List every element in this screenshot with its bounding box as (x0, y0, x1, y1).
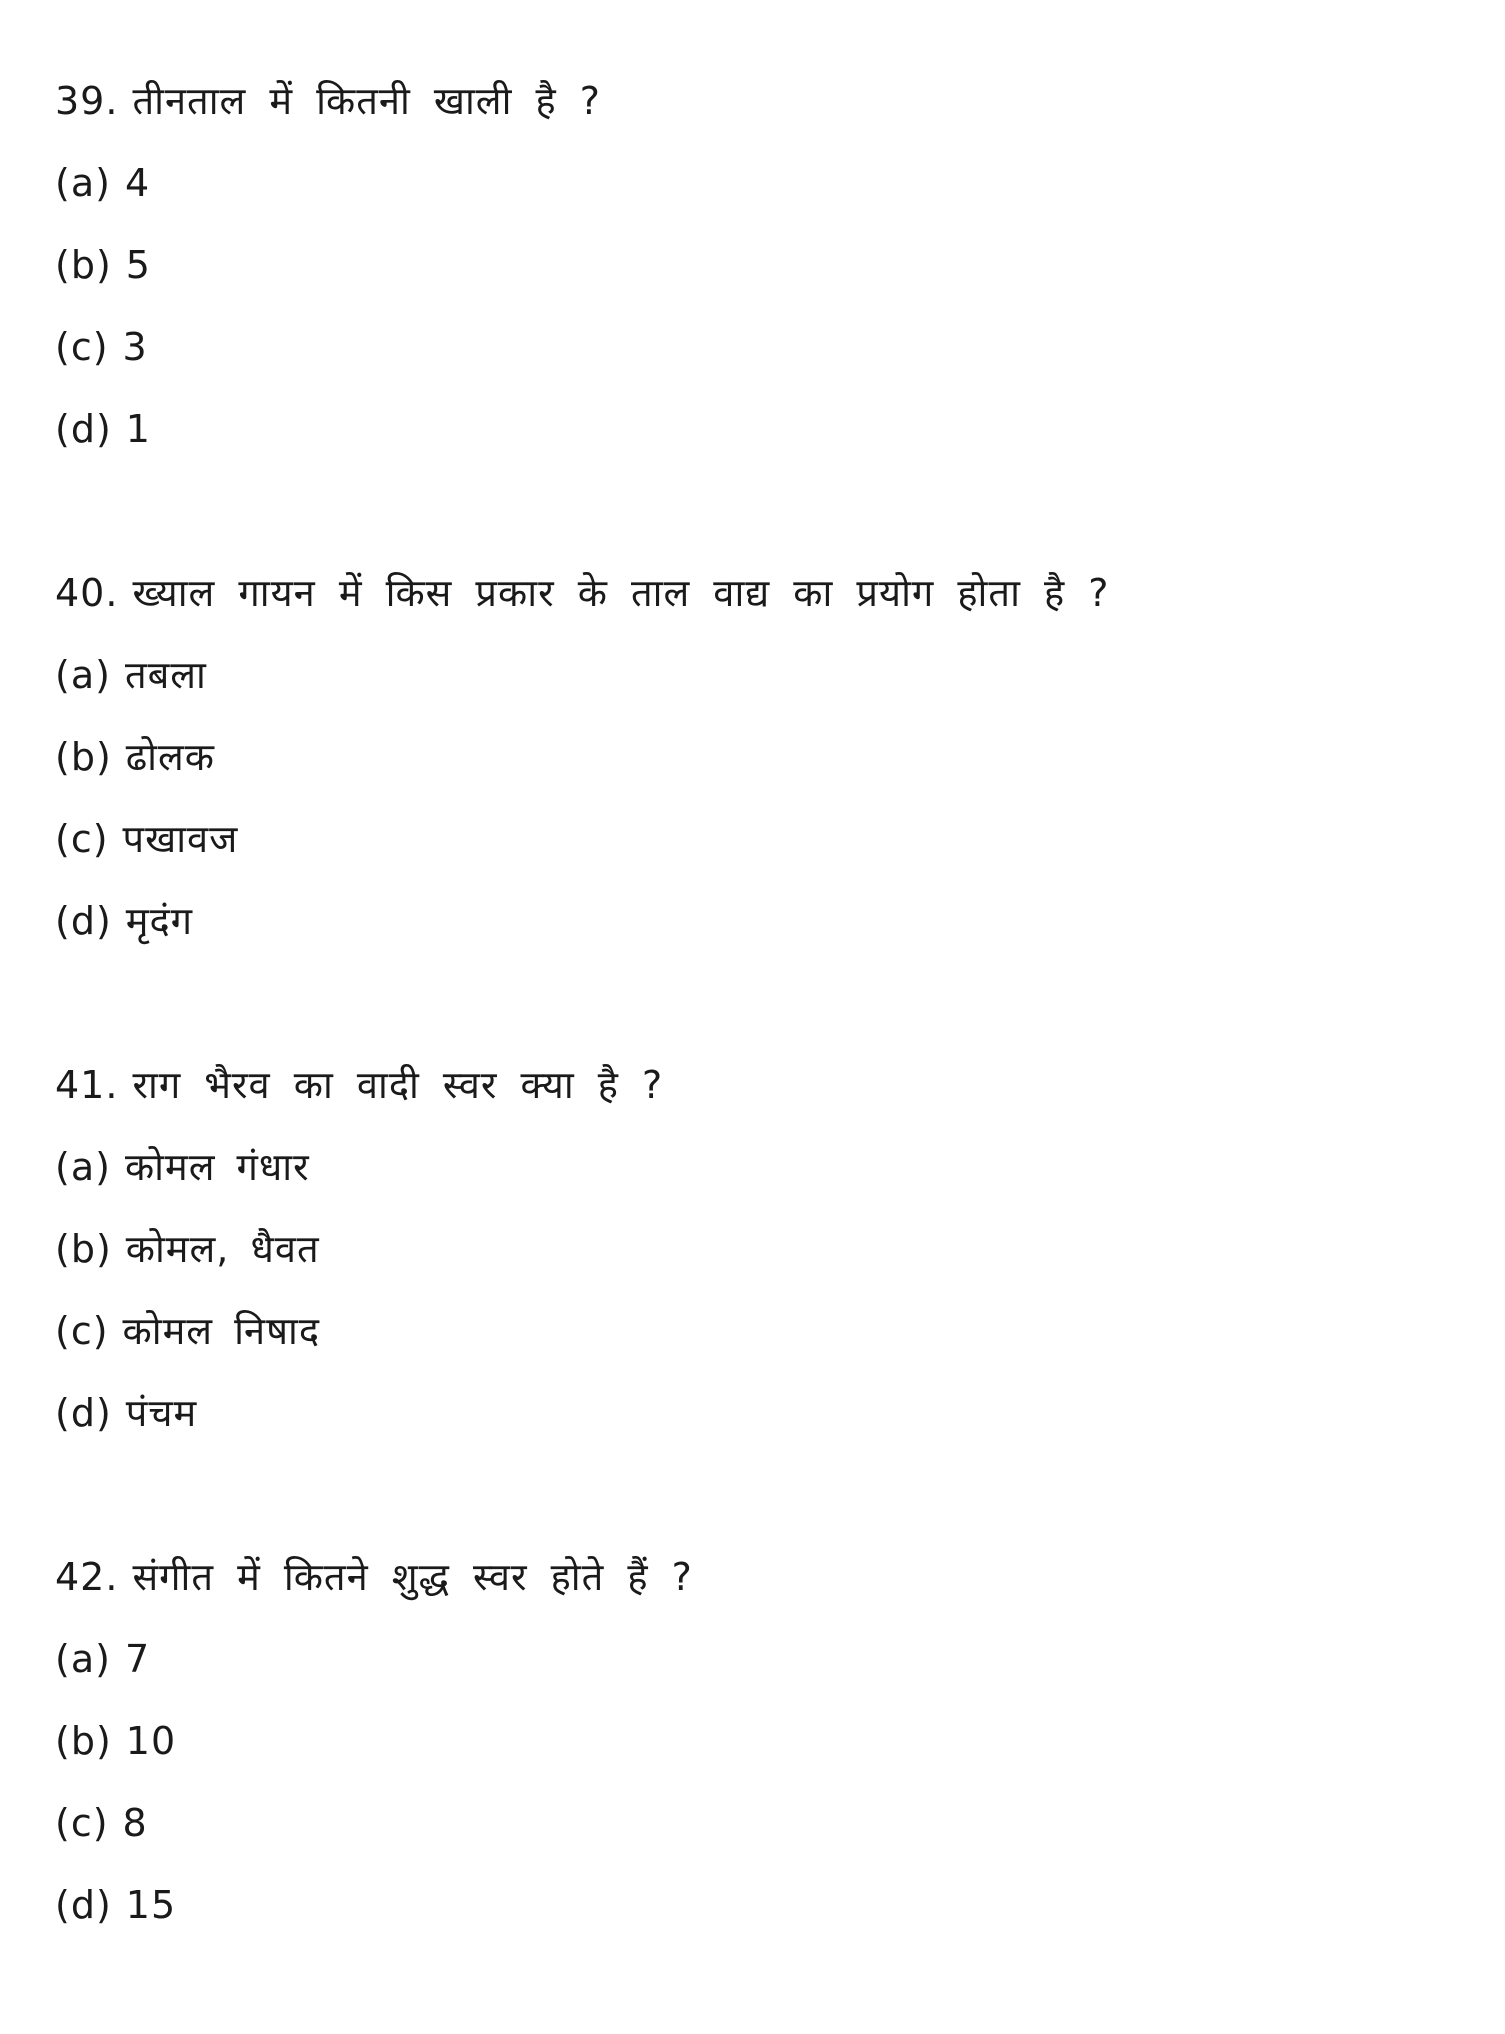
question-42 (55, 1536, 1455, 1946)
question-number: 42. (55, 1555, 119, 1599)
option-label: (b) (55, 1227, 112, 1271)
option-c (55, 306, 1455, 388)
option-text: 4 (124, 161, 151, 205)
option-text: 15 (125, 1883, 177, 1927)
option-label: (c) (55, 1309, 109, 1353)
option-label: (d) (55, 1883, 112, 1927)
option-label: (b) (55, 735, 112, 779)
option-c (55, 1290, 1455, 1372)
option-d (55, 388, 1455, 470)
option-text: पखावज (122, 817, 239, 861)
option-a (55, 1618, 1455, 1700)
option-b (55, 224, 1455, 306)
option-text: 5 (125, 243, 151, 287)
option-text: 8 (122, 1801, 148, 1845)
option-text: 1 (125, 407, 151, 451)
option-a (55, 1126, 1455, 1208)
question-line (55, 1536, 1455, 1618)
option-text: पंचम (125, 1391, 198, 1435)
option-b (55, 716, 1455, 798)
option-text: कोमल निषाद (122, 1309, 321, 1353)
option-text: कोमल, धैवत (125, 1227, 320, 1271)
question-sheet (55, 60, 1455, 1946)
option-label: (b) (55, 243, 112, 287)
option-label: (c) (55, 1801, 109, 1845)
option-label: (b) (55, 1719, 112, 1763)
option-a (55, 142, 1455, 224)
question-line (55, 1044, 1455, 1126)
option-label: (d) (55, 899, 112, 943)
option-a (55, 634, 1455, 716)
option-text: 7 (124, 1637, 151, 1681)
option-b (55, 1700, 1455, 1782)
option-text: मृदंग (125, 899, 194, 943)
question-number: 40. (55, 571, 119, 615)
option-d (55, 1372, 1455, 1454)
option-text: तबला (124, 653, 207, 697)
option-c (55, 798, 1455, 880)
question-text: ख्याल गायन में किस प्रकार के ताल वाद्य का प्रयोग होता है ? (132, 571, 1110, 615)
question-text: संगीत में कितने शुद्ध स्वर होते हैं ? (132, 1555, 693, 1599)
option-text: ढोलक (125, 735, 215, 779)
option-d (55, 880, 1455, 962)
option-label: (c) (55, 817, 109, 861)
question-line (55, 60, 1455, 142)
option-c (55, 1782, 1455, 1864)
option-text: कोमल गंधार (124, 1145, 310, 1189)
question-40 (55, 552, 1455, 962)
option-b (55, 1208, 1455, 1290)
option-d (55, 1864, 1455, 1946)
option-label: (a) (55, 653, 111, 697)
option-label: (a) (55, 1637, 111, 1681)
option-text: 3 (122, 325, 148, 369)
option-label: (c) (55, 325, 109, 369)
option-label: (a) (55, 161, 111, 205)
question-number: 39. (55, 79, 119, 123)
option-label: (a) (55, 1145, 111, 1189)
question-41 (55, 1044, 1455, 1454)
question-number: 41. (55, 1063, 119, 1107)
option-label: (d) (55, 1391, 112, 1435)
question-text: तीनताल में कितनी खाली है ? (132, 79, 601, 123)
question-line (55, 552, 1455, 634)
option-label: (d) (55, 407, 112, 451)
question-text: राग भैरव का वादी स्वर क्या है ? (132, 1063, 664, 1107)
option-text: 10 (125, 1719, 177, 1763)
question-39 (55, 60, 1455, 470)
